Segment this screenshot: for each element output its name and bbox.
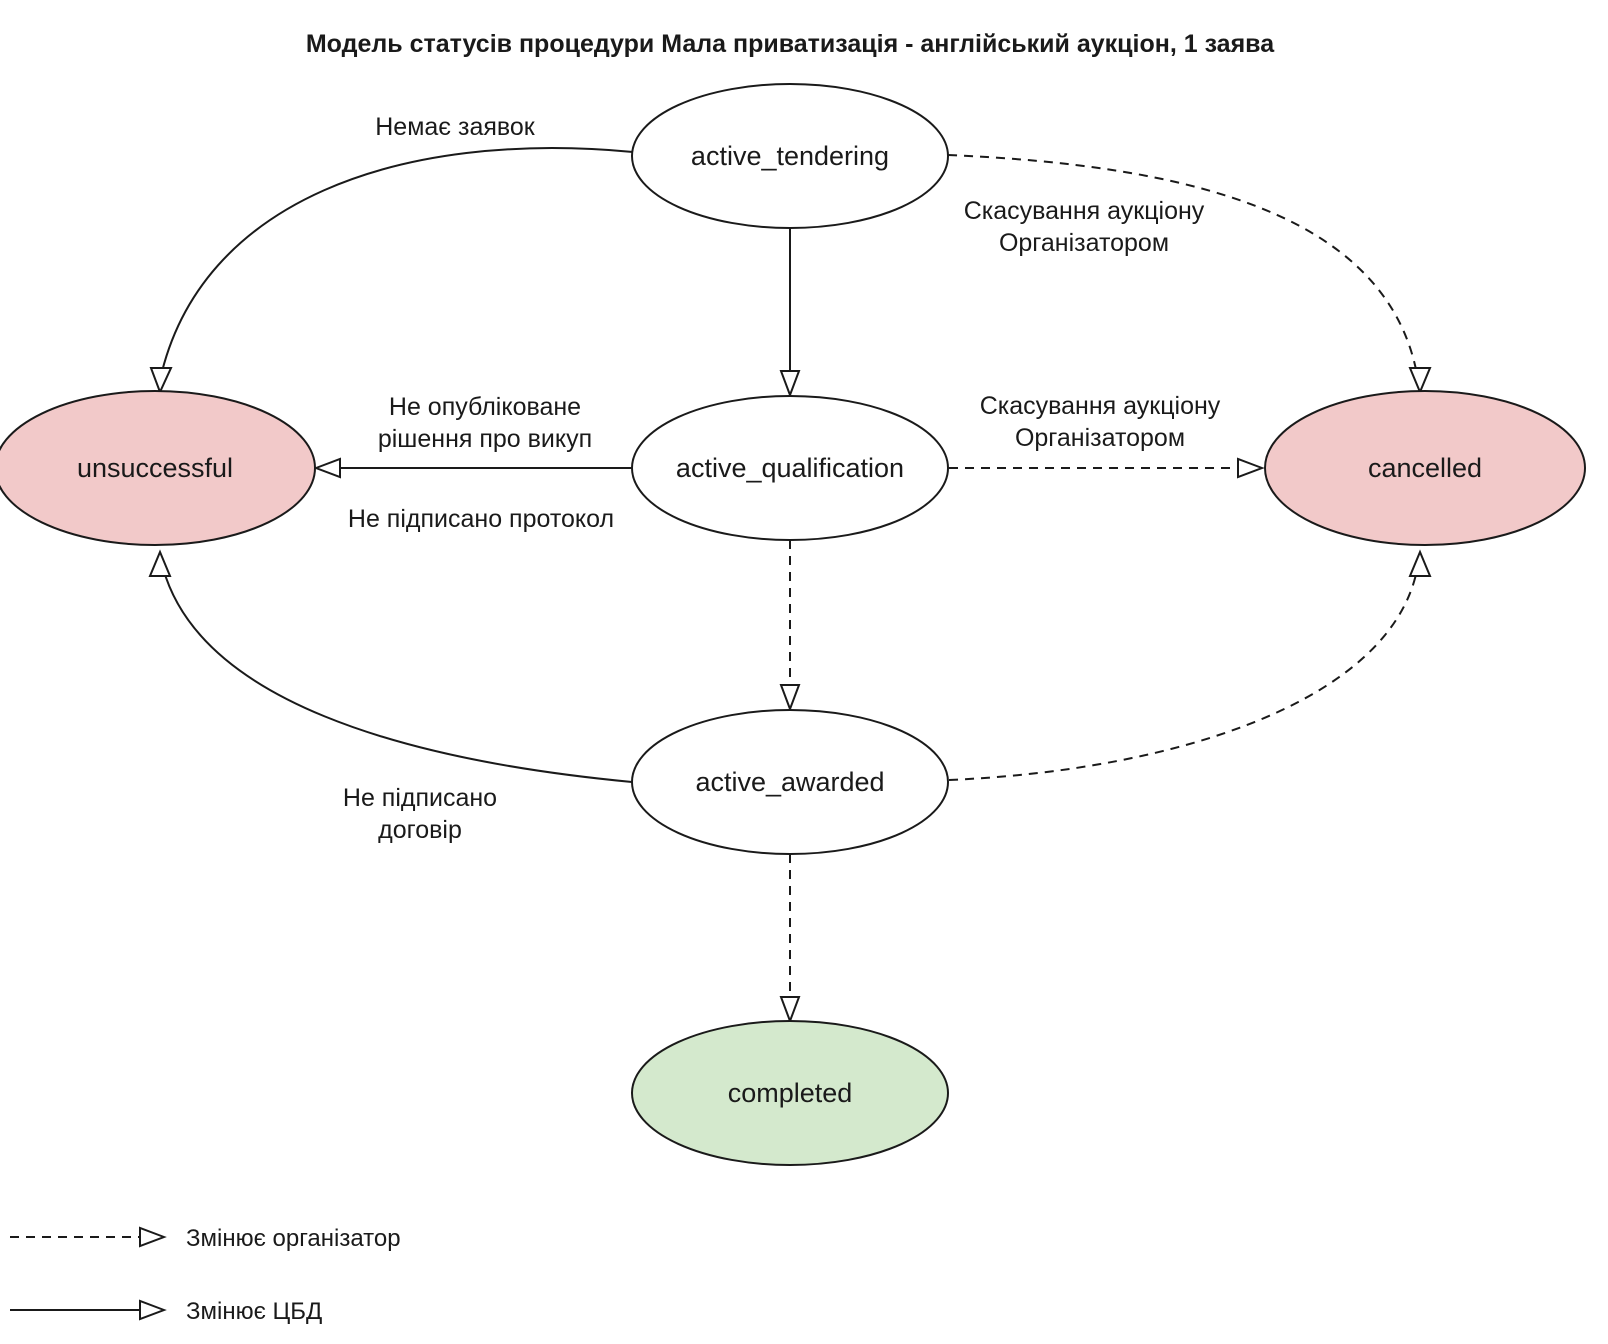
page-title: Модель статусів процедури Мала приватизація - англійський аукціон, 1 заява [305,30,1275,58]
arrow-head-icon [140,1228,164,1246]
edge-label-tendering-unsuccessful: Немає заявок [375,113,535,141]
edge-label-tendering-cancelled-line2: Організатором [998,229,1170,257]
edge-qualification-unsuccessful [316,393,632,533]
arrow-head-icon [316,459,340,477]
edge-path [948,155,1418,380]
edge-label-awarded-unsuccessful-line1: Не підписано [342,784,498,812]
node-active-tendering[interactable] [632,84,948,228]
legend-label-cbd: Змінює ЦБД [186,1298,323,1325]
arrow-head-icon [140,1301,164,1319]
edge-label-qualification-cancelled-line2: Організатором [1014,424,1186,452]
node-label-cancelled: cancelled [1367,453,1483,484]
node-label-unsuccessful: unsuccessful [76,453,234,484]
edge-label-qualification-unsuccessful-line2: рішення про викуп [377,425,593,453]
arrow-head-icon [150,552,170,576]
arrow-head-icon [781,371,799,395]
edge-label-qualification-unsuccessful-protocol: Не підписано протокол [347,505,615,533]
arrow-head-icon [781,685,799,709]
node-cancelled[interactable] [1265,391,1585,545]
edge-label-awarded-unsuccessful-line2: договір [378,816,462,844]
edge-path [949,570,1417,780]
legend-label-organizer: Змінює організатор [186,1225,401,1252]
edge-label-qualification-cancelled-line1: Скасування аукціону [979,392,1221,420]
edge-qualification-awarded [781,540,799,709]
arrow-head-icon [1410,552,1430,576]
edge-label-tendering-cancelled-line1: Скасування аукціону [963,197,1205,225]
node-active-awarded[interactable] [632,710,948,854]
node-completed[interactable] [632,1021,948,1165]
edge-label-qualification-unsuccessful-line1: Не опубліковане [388,393,582,421]
arrow-head-icon [1238,459,1262,477]
legend-cbd [10,1298,322,1325]
edge-awarded-completed [781,854,799,1021]
edge-tendering-unsuccessful [151,113,633,392]
arrow-head-icon [151,368,171,392]
node-label-completed: completed [727,1078,853,1109]
edge-path [163,568,632,782]
arrow-head-icon [781,997,799,1021]
edge-path [160,148,633,380]
node-unsuccessful[interactable] [0,391,315,545]
node-label-active-tendering: active_tendering [690,141,890,172]
edge-awarded-cancelled [949,552,1430,780]
legend-organizer [10,1225,401,1252]
edge-qualification-cancelled [949,392,1262,477]
node-label-active-awarded: active_awarded [695,767,885,798]
edge-awarded-unsuccessful [150,552,632,844]
arrow-head-icon [1410,368,1430,392]
edge-tendering-qualification [781,228,799,395]
edge-tendering-cancelled [948,155,1430,392]
node-label-active-qualification: active_qualification [675,453,905,484]
node-active-qualification[interactable] [632,396,948,540]
